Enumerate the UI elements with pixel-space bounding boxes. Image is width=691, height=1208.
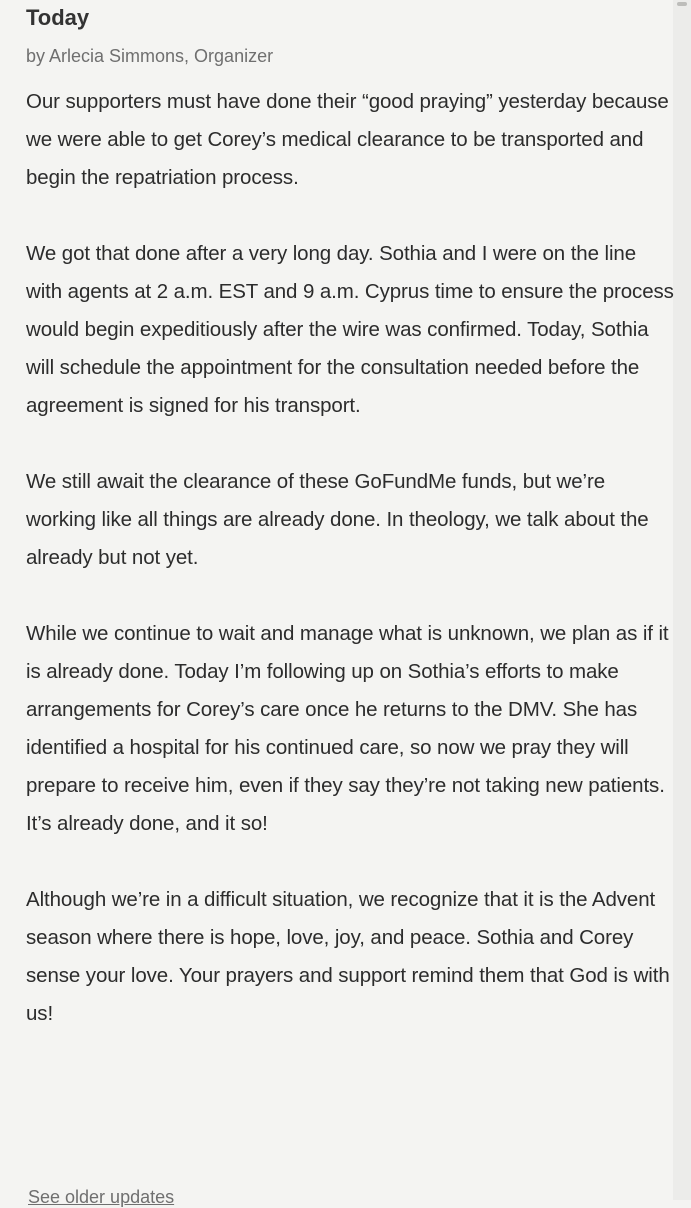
update-paragraph: Although we’re in a difficult situation, we recognize that it is the Advent season where there is hope, love, joy, and peace. Sothia and Corey sense your love. Your prayers and support remind them that God is with us! [26,888,670,1025]
update-paragraph: Our supporters must have done their “good praying” yesterday because we were able to get Corey’s medical clearance to be transported and begin the repatriation process. [26,90,669,189]
update-title: Today [26,5,90,30]
update-paragraph: We got that done after a very long day. Sothia and I were on the line with agents at 2 a.m. EST and 9 a.m. Cyprus time to ensure the process would begin expeditiously after the wire was confirmed. Today, Sothia will schedule the appointment for the consultation needed before the agreement is signed for his transport. [26,242,674,417]
update-body [26,83,676,1033]
scrollbar-thumb[interactable] [677,2,687,6]
update-paragraph: We still await the clearance of these GoFundMe funds, but we’re working like all things are already done. In theology, we talk about the already but not yet. [26,470,649,569]
update-paragraph: While we continue to wait and manage what is unknown, we plan as if it is already done. Today I’m following up on Sothia’s efforts to make arrangements for Corey’s care once he returns to the DMV. She has identified a hospital for his continued care, so now we pray they will prepare to receive him, even if they say they’re not taking new patients. It’s already done, and it so! [26,622,669,835]
update-byline: by Arlecia Simmons, Organizer [26,46,274,66]
update-post [26,0,676,1071]
see-older-updates-link[interactable]: See older updates [28,1187,175,1207]
